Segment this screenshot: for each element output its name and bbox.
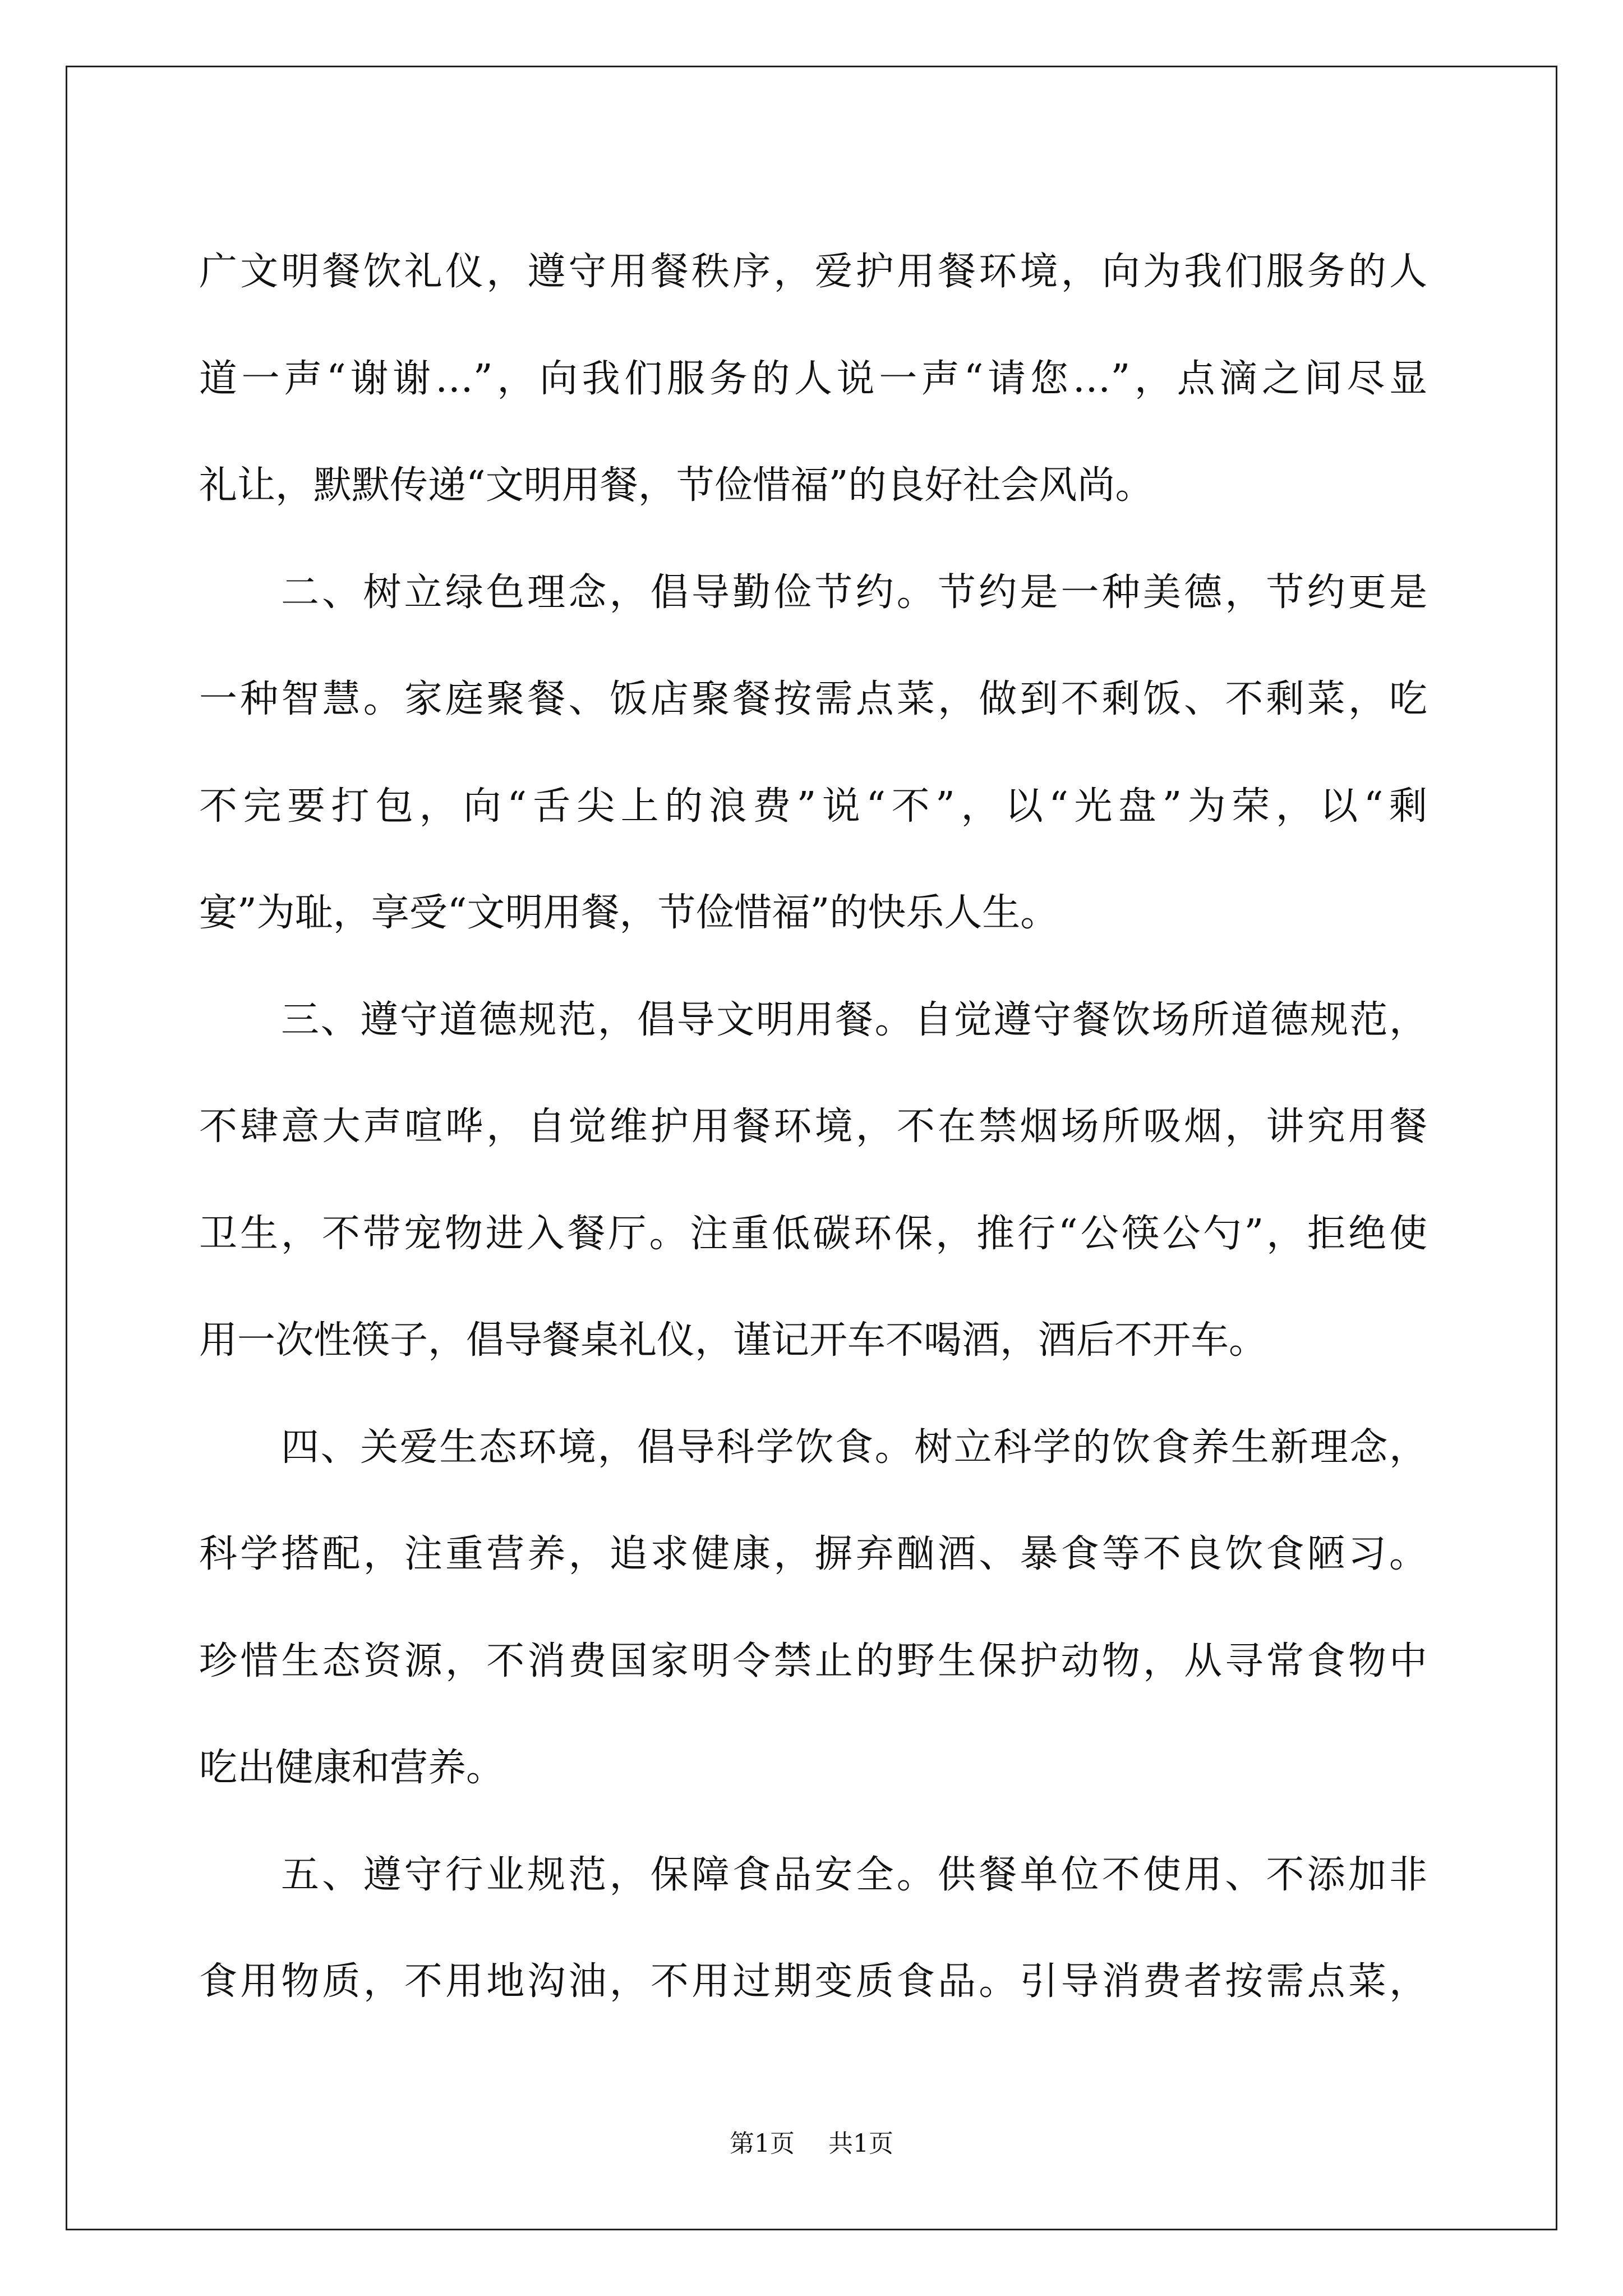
text-line: 食用物质，不用地沟油，不用过期变质食品。引导消费者按需点菜， <box>199 1959 1427 2004</box>
document-body <box>199 219 1427 2036</box>
text-line: 珍惜生态资源，不消费国家明令禁止的野生保护动物，从寻常食物中 <box>199 1639 1427 1683</box>
text-line: 广文明餐饮礼仪，遵守用餐秩序，爱护用餐环境，向为我们服务的人 <box>199 250 1427 294</box>
text-line: 四、关爱生态环境，倡导科学饮食。树立科学的饮食养生新理念， <box>281 1425 1427 1470</box>
text-line: 五、遵守行业规范，保障食品安全。供餐单位不使用、不添加非 <box>281 1852 1427 1897</box>
text-line: 二、树立绿色理念，倡导勤俭节约。节约是一种美德，节约更是 <box>281 570 1427 615</box>
page-total: 共1页 <box>828 2129 893 2158</box>
text-line: 不完要打包，向“舌尖上的浪费”说“不”，以“光盘”为荣，以“剩 <box>199 784 1427 829</box>
text-line: 不肆意大声喧哗，自觉维护用餐环境，不在禁烟场所吸烟，讲究用餐 <box>199 1105 1427 1149</box>
text-line: 吃出健康和营养。 <box>199 1746 505 1790</box>
text-line: 卫生，不带宠物进入餐厅。注重低碳环保，推行“公筷公勺”，拒绝使 <box>199 1211 1427 1256</box>
text-line: 三、遵守道德规范，倡导文明用餐。自觉遵守餐饮场所道德规范， <box>281 997 1427 1042</box>
text-line: 道一声“谢谢…”，向我们服务的人说一声“请您…”，点滴之间尽显 <box>199 356 1427 401</box>
page-number: 第1页 <box>730 2129 795 2158</box>
text-line: 用一次性筷子，倡导餐桌礼仪，谨记开车不喝酒，酒后不开车。 <box>199 1318 1267 1363</box>
text-line: 科学搭配，注重营养，追求健康，摒弃酗酒、暴食等不良饮食陋习。 <box>199 1532 1427 1576</box>
text-line: 宴”为耻，享受“文明用餐，节俭惜福”的快乐人生。 <box>199 891 1059 935</box>
text-line: 一种智慧。家庭聚餐、饭店聚餐按需点菜，做到不剩饭、不剩菜，吃 <box>199 677 1427 721</box>
text-line: 礼让，默默传递“文明用餐，节俭惜福”的良好社会风尚。 <box>199 463 1154 508</box>
page-footer <box>0 2127 1623 2161</box>
